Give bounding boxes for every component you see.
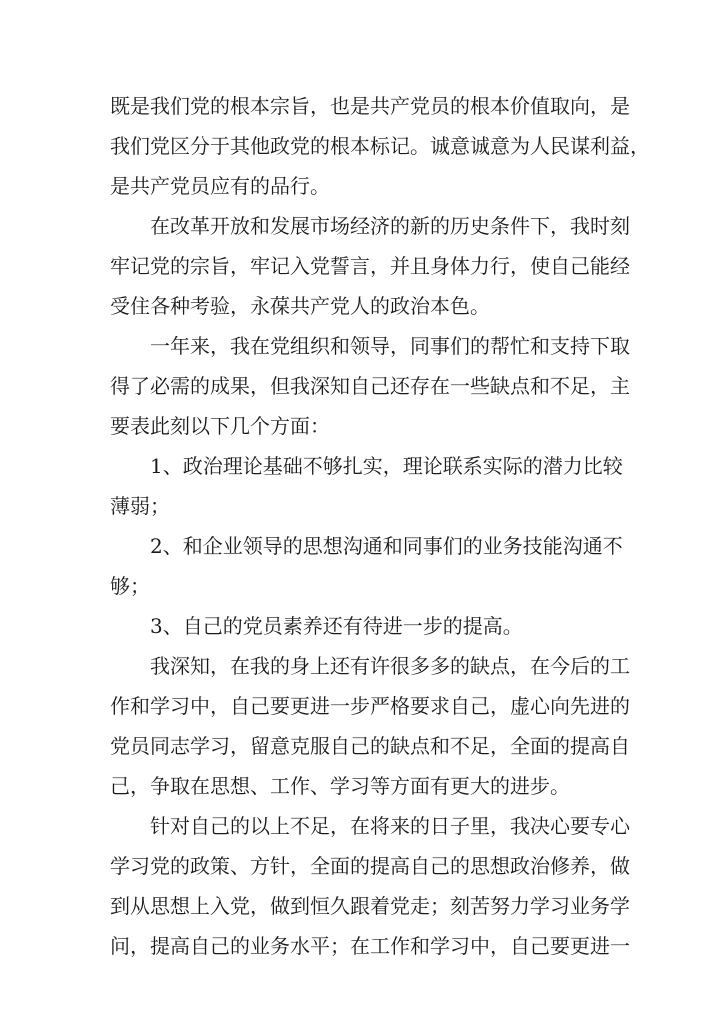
list-item-3 — [110, 606, 610, 646]
list-item-2 — [110, 526, 623, 606]
text-line: 要表此刻以下几个方面： — [110, 414, 330, 438]
text-line: 3、自己的党员素养还有待进一步的提高。 — [150, 614, 523, 638]
text-line: 得了必需的成果，但我深知自己还存在一些缺点和不足，主 — [110, 374, 630, 398]
text-line: 党员同志学习，留意克服自己的缺点和不足，全面的提高自 — [110, 734, 630, 758]
text-line: 学习党的政策、方针，全面的提高自己的思想政治修养，做 — [110, 854, 630, 878]
text-line: 我深知，在我的身上还有许很多多的缺点，在今后的工 — [150, 654, 630, 678]
text-line: 针对自己的以上不足，在将来的日子里，我决心要专心 — [150, 814, 630, 838]
list-item-1 — [110, 446, 623, 526]
text-line: 受住各种考验，永葆共产党人的政治本色。 — [110, 294, 490, 318]
text-line: 薄弱； — [110, 494, 170, 518]
paragraph-year-review — [110, 326, 630, 446]
text-line: 既是我们党的根本宗旨，也是共产党员的根本价值取向，是 — [110, 94, 630, 118]
text-line: 一年来，我在党组织和领导，同事们的帮忙和支持下取 — [150, 334, 630, 358]
text-line: 作和学习中，自己要更进一步严格要求自己，虚心向先进的 — [110, 694, 630, 718]
paragraph-future-plans — [110, 806, 630, 966]
text-line: 到从思想上入党，做到恒久跟着党走；刻苦努力学习业务学 — [110, 894, 630, 918]
text-line: 己，争取在思想、工作、学习等方面有更大的进步。 — [110, 774, 570, 798]
text-line: 1、政治理论基础不够扎实，理论联系实际的潜力比较 — [150, 454, 623, 478]
paragraph-reform-context — [110, 206, 630, 326]
text-line: 问，提高自己的业务水平；在工作和学习中，自己要更进一 — [110, 934, 630, 958]
text-line: 2、和企业领导的思想沟通和同事们的业务技能沟通不 — [150, 534, 623, 558]
text-line: 在改革开放和发展市场经济的新的历史条件下，我时刻 — [150, 214, 630, 238]
text-line: 够； — [110, 574, 150, 598]
text-line: 牢记党的宗旨，牢记入党誓言，并且身体力行，使自己能经 — [110, 254, 630, 278]
text-line: 我们党区分于其他政党的根本标记。诚意诚意为人民谋利益， — [110, 134, 650, 158]
paragraph-self-awareness — [110, 646, 630, 806]
text-line: 是共产党员应有的品行。 — [110, 174, 330, 198]
body-text — [110, 86, 650, 966]
paragraph-party-purpose — [110, 86, 650, 206]
